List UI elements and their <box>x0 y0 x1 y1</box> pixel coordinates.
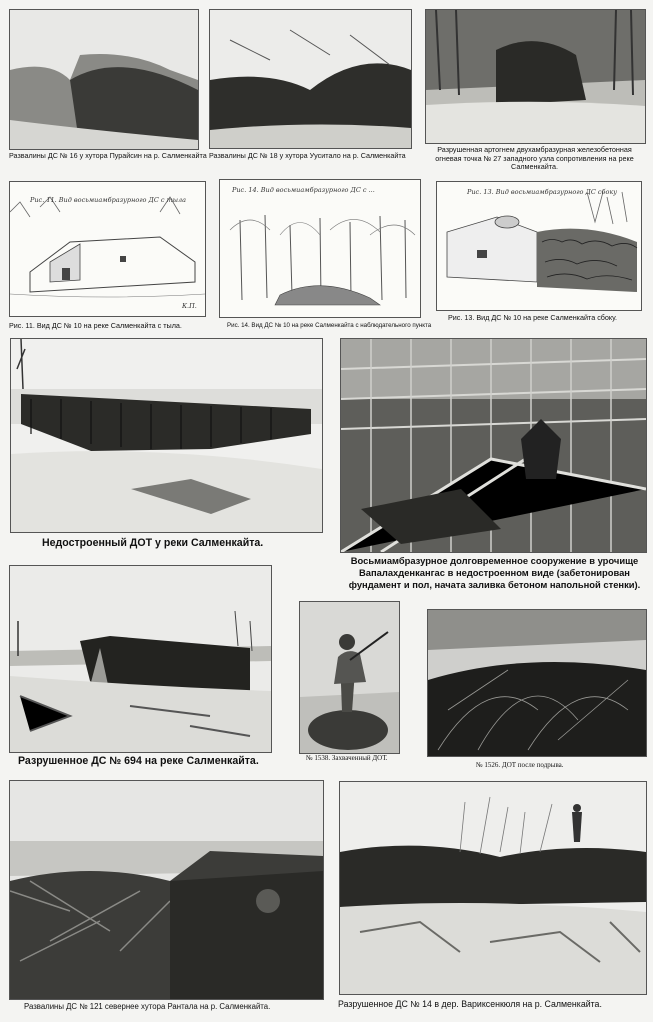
sketch-signature: К.П. <box>182 302 197 310</box>
caption-ds14: Разрушенное ДС № 14 в дер. Вариксенкюля на р. Салменкайта. <box>338 999 602 1009</box>
caption-fig14: Рис. 14. Вид ДС № 10 на реке Салменкайта с наблюдательного пункта <box>227 322 432 329</box>
photo-dot27-ruins <box>425 9 646 144</box>
photo-unfinished-dot <box>10 338 323 533</box>
photo-ds694-ruins <box>9 565 272 753</box>
caption-fig13: Рис. 13. Вид ДС № 10 на реке Салменкайта сбоку. <box>448 313 618 322</box>
caption-ds121: Развалины ДС № 121 севернее хутора Рантала на р. Салменкайта. <box>24 1002 271 1011</box>
photo-ds16-ruins <box>9 9 199 150</box>
photo-ds18-ruins <box>209 9 412 149</box>
caption-dot-after-blast: № 1526. ДОТ после подрыва. <box>476 761 564 769</box>
caption-captured-dot: № 1538. Захваченный ДОТ. <box>306 754 388 762</box>
photo-dot-after-blast <box>427 609 647 757</box>
caption-ds694: Разрушенное ДС № 694 на реке Салменкайта. <box>18 755 259 767</box>
photo-eight-embrasure-construction <box>340 338 647 553</box>
caption-dot27: Разрушенная артогнем двухамбразурная железобетонная огневая точка № 27 западного узла сопротивления на реке Салменкайта. <box>435 145 634 171</box>
caption-ds16: Развалины ДС № 16 у хутора Пурайсин на р. Салменкайта <box>9 151 207 160</box>
sketch-handwriting: Рис. 13. Вид восьмиамбразурного ДС сбоку <box>467 188 618 196</box>
caption-eight-embrasure: Восьмиамбразурное долговременное сооружение в урочище Вапалахденкангас в недостроенном виде (забетонирован фундамент и пол, начата заливка бетоном напольной стенки). <box>348 555 641 590</box>
sketch-ds10-observation <box>219 179 421 318</box>
sketch-ds10-side <box>436 181 642 311</box>
photo-ds14-ruins <box>339 781 647 995</box>
caption-unfinished-dot: Недостроенный ДОТ у реки Салменкайта. <box>42 537 264 549</box>
sketch-handwriting: Рис. 11. Вид восьмиамбразурного ДС с тыла <box>30 196 187 204</box>
sketch-ds10-rear <box>9 181 206 317</box>
caption-fig11: Рис. 11. Вид ДС № 10 на реке Салменкайта с тыла. <box>9 321 182 330</box>
photo-ds121-ruins <box>9 780 324 1000</box>
sketch-handwriting: Рис. 14. Вид восьмиамбразурного ДС с ... <box>232 186 375 194</box>
caption-ds18: Развалины ДС № 18 у хутора Ууситало на р. Салменкайта <box>209 151 406 160</box>
photo-captured-dot <box>299 601 400 754</box>
